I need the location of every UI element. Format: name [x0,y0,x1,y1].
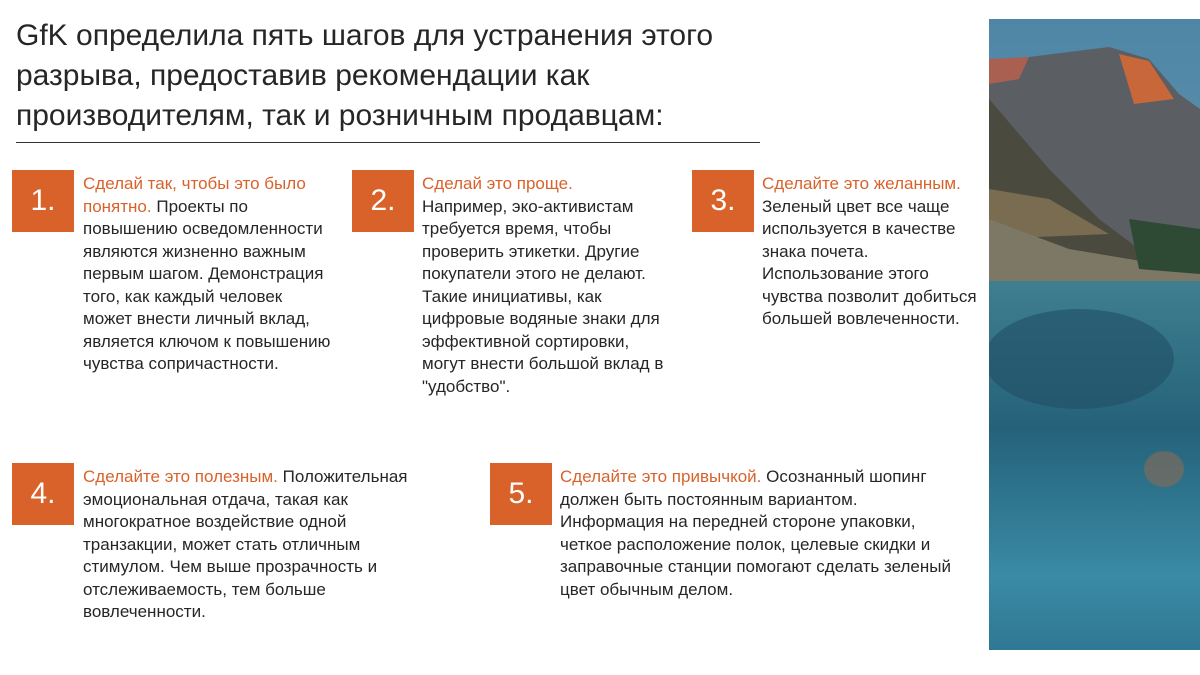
step-4-heading: Сделайте это полезным. [83,467,278,486]
step-4-number: 4. [12,463,74,525]
step-3-body: Зеленый цвет все чаще используется в качестве знака почета. Использование этого чувства позволит добиться большей вовлеченности. [762,196,977,328]
step-3-number: 3. [692,170,754,232]
step-4-text [83,466,443,624]
step-5-number: 5. [490,463,552,525]
step-2-heading: Сделай это проще. [422,174,573,193]
step-1-text [83,173,333,376]
step-3-text [762,173,984,331]
slide-title: GfK определила пять шагов для устранения этого разрыва, предоставив рекомендации как производителям, так и розничным продавцам: [16,19,714,132]
step-5-text [560,466,960,601]
step-1-number: 1. [12,170,74,232]
step-2-number: 2. [352,170,414,232]
title-divider [16,142,760,143]
step-2-body: Например, эко-активистам требуется время, чтобы проверить этикетки. Другие покупатели этого не делают. Такие инициативы, как цифровые водяные знаки для эффективной сортировки, могут внести большой вклад в "удобство". [422,196,664,396]
step-1-body: Проекты по повышению осведомленности являются жизненно важным первым шагом. Демонстрация того, как каждый человек может внести личный вклад, является ключом к повышению чувства сопричастности. [83,196,331,373]
step-1-heading: Сделай так, чтобы это было понятно. [83,174,306,216]
step-5-heading: Сделайте это привычкой. [560,467,762,486]
step-5-body: Осознанный шопинг должен быть постоянным вариантом. Информация на передней стороне упаковки, четкое расположение полок, целевые скидки и заправочные станции помогают сделать зеленый цвет обычным делом. [560,467,951,599]
mountain-lake-photo [989,19,1200,650]
step-4-body: Положительная эмоциональная отдача, такая как многократное воздействие одной транзакции, может стать отличным стимулом. Чем выше прозрачность и отслеживаемость, тем больше вовлеченности. [83,467,408,621]
step-3-heading: Сделайте это желанным. [762,174,961,193]
step-2-text [422,173,674,398]
